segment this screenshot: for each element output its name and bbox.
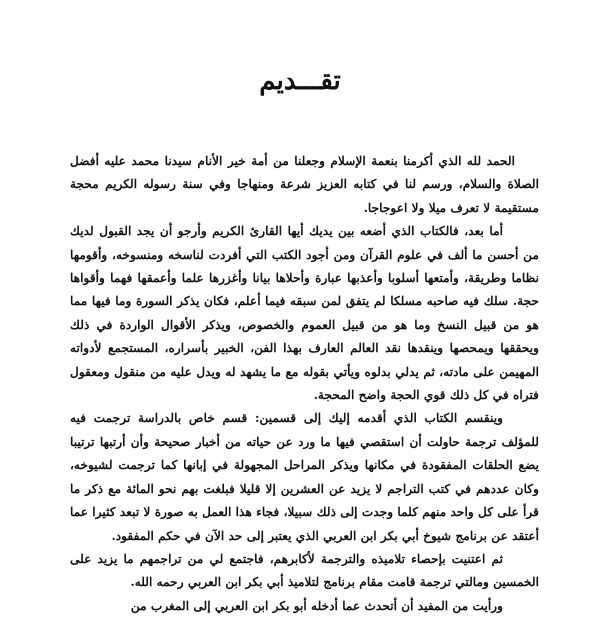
- paragraph: ورأيت من المفيد أن أتحدث عما أدخله أبو بكر ابن العربي إلى المغرب من: [130, 598, 503, 613]
- paragraph: الحمد لله الذي أكرمنا بنعمة الإسلام وجعلنا من أمة خير الأنام سيدنا محمد عليه أفضل الصلاة والسلام، ورسم لنا في كتابه العزيز شرعة ومنهاجا وفي سنة رسوله الكريم محجة مستقيمة لا تعرف ميلا ولا اعوجاجا.: [70, 154, 539, 215]
- body-text: [70, 150, 539, 618]
- paragraph: وينقسم الكتاب الذي أقدمه إليك إلى قسمين: قسم خاص بالدراسة ترجمت فيه للمؤلف ترجمة حاولت أن استقصي فيها ما ورد عن حياته من أخبار صحيحة وأن أرتبها ترتيبا يضع الحلقات المفقودة في مكانها ويذكر المراحل المجهولة في إبانها كما ترجمت لشيوخه، وكان عددهم في كتب التراجم لا يزيد عن العشرين إلا قليلا فبلغت بهم نحو المائة مع ذكر ما قرأ على كل واحد منهم كلما وجدت إلى ذلك سبيلا، فجاء هذا العمل به صورة لا تبعد كثيرا عما أعتقد عن برنامج شيوخ أبي بكر ابن العربي الذي يعتبر إلى حد الآن في حكم المفقود.: [70, 411, 539, 543]
- page-title: تقـــديم: [259, 66, 341, 96]
- paragraph: ثم اعتنيت بإحصاء تلاميذه والترجمة لأكابرهم، فاجتمع لي من تراجمهم ما يزيد على الخمسين ومالتي ترجمة قامت مقام برنامج لتلاميذ أبي بكر ابن العربي رحمه الله.: [70, 551, 539, 590]
- paragraph: أما بعد، فالكتاب الذي أضعه بين يديك أيها القارئ الكريم وأرجو أن يجد القبول لديك من أحسن ما ألف في علوم القرآن ومن أجود الكتب التي أفردت لناسخه ومنسوخه، وأقومها نظاما وطريقة، وأمتعها أسلوبا وأعذبها عبارة وأحلاها بيانا وأغزرها علما وأعمقها فهما وأقواها حجة. سلك فيه صاحبه مسلكا لم يتفق لمن سبقه فيما أعلم، فكان يذكر السورة وما فيها مما هو من قبيل النسخ وما هو من قبيل العموم والخصوص، ويذكر الأقوال الواردة في ذلك ويحققها ويمحصها وينقدها نقد العالم العارف بهذا الفن، الخبير بأسراره، المستجمع لأدواته المهيمن على مادته، ثم يدلي بدلوه ويأتي بقوله مع ما يشهد له ويدل عليه من منقول ومعقول فتراه في كل ذلك قوي الحجة واضح المحجة.: [70, 224, 539, 403]
